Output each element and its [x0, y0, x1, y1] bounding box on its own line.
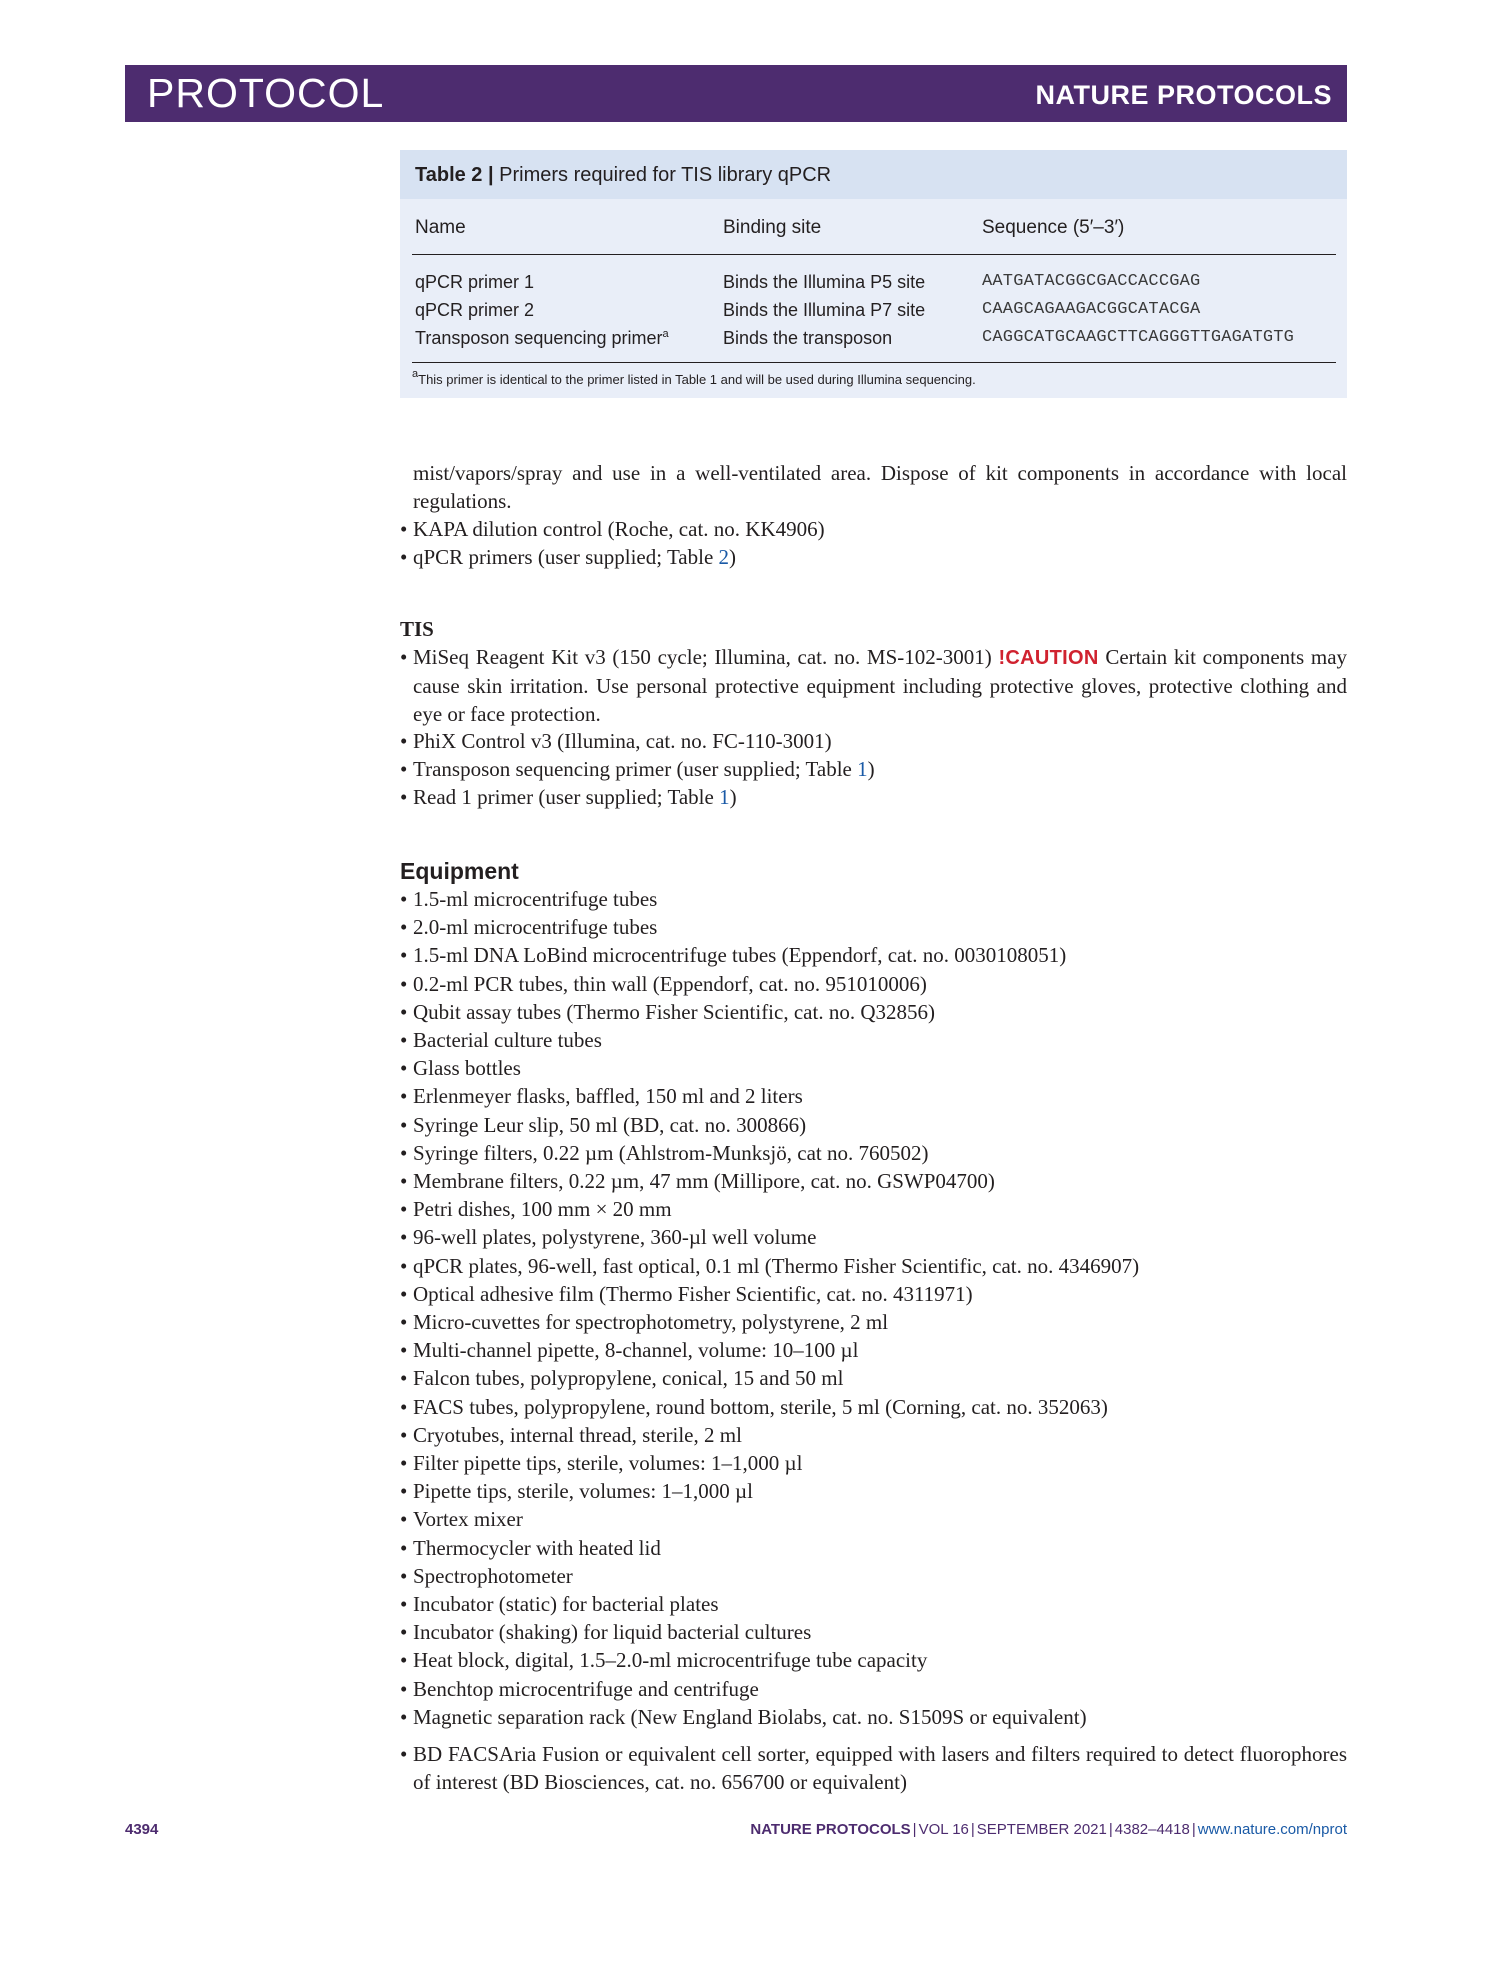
footer-pages: 4382–4418 [1114, 1821, 1190, 1838]
table-label: Table 2 | [415, 164, 494, 186]
table-cell-name: Transposon sequencing primer$^a$ [415, 328, 669, 348]
column-header-name: Name [415, 217, 466, 238]
footer-volume: VOL 16 [918, 1821, 969, 1838]
table-1-link[interactable]: 1 [719, 785, 730, 809]
footer-date: SEPTEMBER 2021 [976, 1821, 1107, 1838]
tis-heading: TIS [400, 617, 434, 641]
column-header-sequence: Sequence (5′–3′) [982, 217, 1125, 238]
equipment-heading: Equipment [400, 858, 519, 884]
table-header-rule [412, 254, 1336, 255]
footer-journal: NATURE PROTOCOLS [750, 1821, 911, 1838]
table-cell-binding-site: Binds the transposon [723, 328, 893, 348]
table-cell-sequence: CAGGCATGCAAGCTTCAGGGTTGAGATGTG [982, 328, 1295, 347]
table-footnote: $^a$This primer is identical to the primer listed in Table 1 and will be used during Illumina sequencing. [412, 368, 976, 387]
footer-url-link[interactable]: www.nature.com/nprot [1197, 1821, 1347, 1838]
table-1-link[interactable]: 1 [857, 757, 868, 781]
page-number: 4394 [125, 1821, 159, 1838]
header-banner [125, 65, 1347, 122]
table-title: Primers required for TIS library qPCR [499, 164, 832, 186]
table-cell-sequence: CAAGCAGAAGACGGCATACGA [982, 300, 1201, 319]
table-2-link[interactable]: 2 [718, 545, 730, 569]
table-caption [400, 150, 1347, 199]
footnote-marker: a [662, 328, 669, 340]
section-label: PROTOCOL [147, 70, 385, 116]
table-cell-name: qPCR primer 1 [415, 272, 535, 292]
caution-label: !CAUTION [998, 647, 1099, 669]
continuation-paragraph: mist/vapors/spray and use in a well-ventilated area. Dispose of kit components in accordance with local regulations. [413, 461, 1347, 513]
table-cell-binding-site: Binds the Illumina P5 site [723, 272, 926, 292]
primers-table [400, 150, 1347, 398]
footer-citation: NATURE PROTOCOLS | VOL 16 | SEPTEMBER 2021 | 4382–4418 | www.nature.com/nprot [750, 1821, 1347, 1838]
table-cell-binding-site: Binds the Illumina P7 site [723, 300, 926, 320]
table-cell-sequence: AATGATACGGCGACCACCGAG [982, 272, 1201, 291]
table-cell-name: qPCR primer 2 [415, 300, 535, 320]
journal-title: NATURE PROTOCOLS [1035, 80, 1332, 110]
table-bottom-rule [412, 362, 1336, 363]
column-header-binding-site: Binding site [723, 217, 822, 238]
